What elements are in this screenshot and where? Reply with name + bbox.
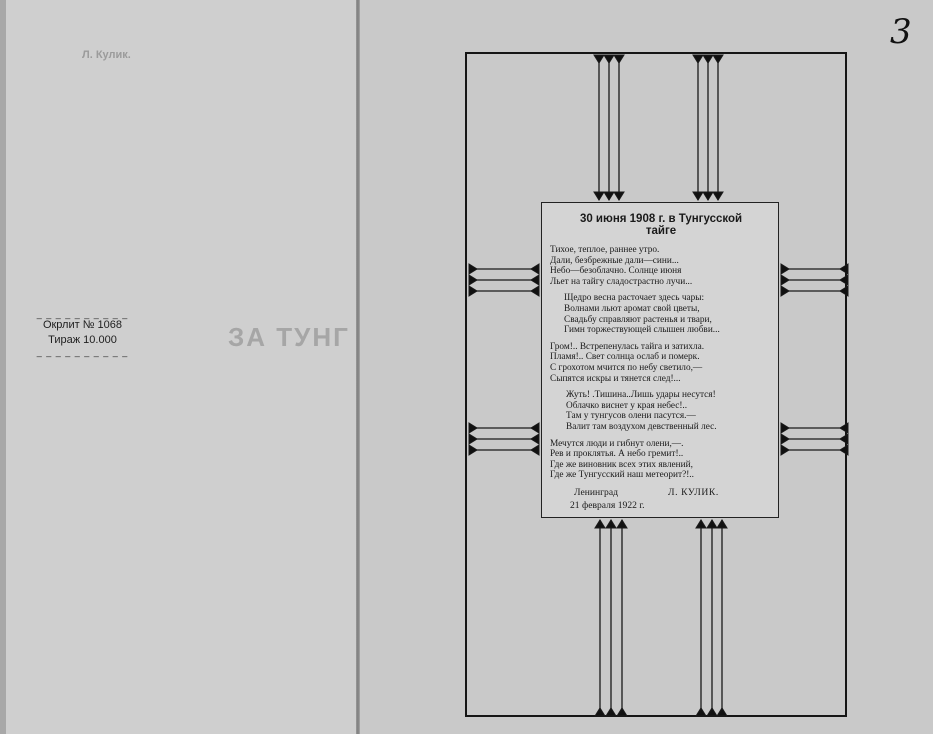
arrowhead-right	[469, 434, 477, 444]
poem-line: Дали, безбрежные дали—сини...	[550, 255, 679, 266]
arrowhead-right	[781, 445, 789, 455]
arrowhead-up	[696, 520, 706, 528]
arrowhead-right	[781, 264, 789, 274]
stanza-4	[550, 390, 772, 432]
poem-line: Щедро весна расточает здесь чары:	[564, 293, 705, 304]
stanza-1	[550, 245, 772, 287]
arrowhead-up	[717, 520, 727, 528]
print-run: Тираж 10.000	[48, 334, 117, 346]
imprint-rule-bottom: _ _ _ _ _ _ _ _ _ _	[36, 347, 129, 357]
arrowhead-left	[840, 423, 848, 433]
poem-line: Тихое, теплое, раннее утро.	[550, 245, 660, 255]
arrowhead-left	[531, 264, 539, 274]
poem-line: Пламя!.. Свет солнца ослаб и померк.	[550, 352, 700, 363]
poem-line: Свадьбу справляют растенья и твари,	[564, 314, 712, 325]
poem-line: Гимн торжествующей слышен любви...	[564, 325, 720, 336]
arrowhead-up-base	[614, 192, 624, 200]
poem-title	[550, 213, 772, 237]
arrowhead-down	[614, 55, 624, 63]
arrowhead-right	[781, 434, 789, 444]
arrowhead-left	[531, 445, 539, 455]
arrowhead-up	[606, 520, 616, 528]
arrowhead-left	[840, 275, 848, 285]
poem-line: Волнами льют аромат свой цветы,	[564, 303, 700, 314]
arrowhead-left	[840, 286, 848, 296]
arrowhead-up-base	[594, 192, 604, 200]
arrowhead-up	[696, 708, 706, 716]
poem-line: Мечутся люди и гибнут олени,—.	[550, 438, 684, 449]
arrowhead-up	[707, 520, 717, 528]
arrowhead-left	[531, 434, 539, 444]
arrowhead-right	[469, 286, 477, 296]
poem-line: Облачко виснет у края небес!..	[566, 400, 688, 411]
arrowhead-left	[840, 264, 848, 274]
okrlit-number: Окрлит № 1068	[42, 319, 123, 331]
poem-box	[541, 202, 779, 518]
poem-line: Где же виновник всех этих явлений,	[550, 459, 693, 470]
arrowhead-up-base	[604, 192, 614, 200]
stanza-2	[550, 293, 772, 335]
arrowhead-left	[531, 286, 539, 296]
arrowhead-down	[693, 55, 703, 63]
arrowhead-up	[595, 708, 605, 716]
arrowhead-up-base	[703, 192, 713, 200]
arrowhead-up	[606, 708, 616, 716]
arrowhead-down	[713, 55, 723, 63]
signature-city: Ленинград	[574, 486, 618, 498]
poem-title-line-1: 30 июня 1908 г. в Тунгусской	[579, 213, 743, 225]
signature-block	[550, 487, 772, 511]
faint-author-bleedthrough: Л. Кулик.	[82, 49, 131, 61]
arrowhead-down	[594, 55, 604, 63]
stanza-5	[550, 439, 772, 481]
arrowhead-up-base	[693, 192, 703, 200]
arrowhead-left	[840, 434, 848, 444]
arrowhead-down	[604, 55, 614, 63]
poem-line: Жуть! .Тишина..Лишь удары несутся!	[566, 390, 716, 401]
poem-line: Где же Тунгусский наш метеорит?!..	[550, 470, 694, 481]
poem-line: Сыпятся искры и тянется след!...	[550, 373, 681, 384]
stanza-3	[550, 342, 772, 384]
arrowhead-right	[469, 423, 477, 433]
arrowhead-up	[617, 520, 627, 528]
arrowhead-right	[781, 286, 789, 296]
handwritten-page-number: 3	[890, 12, 912, 52]
arrowhead-up	[595, 520, 605, 528]
arrowhead-left	[531, 275, 539, 285]
poem-line: Там у тунгусов олени пасутся.—	[566, 411, 696, 422]
poem-line: Валит там воздухом девственный лес.	[566, 421, 717, 432]
poem-line: Гром!.. Встрепенулась тайга и затихла.	[550, 341, 705, 352]
poem-line: С грохотом мчится по небу светило,—	[550, 362, 703, 373]
arrowhead-down	[703, 55, 713, 63]
imprint-rule-top: _ _ _ _ _ _ _ _ _ _	[36, 309, 129, 319]
arrowhead-up	[617, 708, 627, 716]
poem-line: Небо—безоблачно. Солнце июня	[550, 266, 682, 277]
arrowhead-left	[840, 445, 848, 455]
signature-author: Л. КУЛИК.	[668, 486, 719, 498]
signature-date: 21 февраля 1922 г.	[570, 499, 645, 511]
poem-line: Рев и проклятья. А небо гремит!..	[550, 449, 684, 460]
arrowhead-right	[781, 423, 789, 433]
poem-line: Льет на тайгу сладострастно лучи...	[550, 276, 693, 287]
poem-title-line-2: тайге	[645, 225, 677, 237]
faint-heading-bleedthrough: ЗА ТУНГ	[228, 322, 350, 352]
arrowhead-right	[469, 445, 477, 455]
arrowhead-right	[469, 264, 477, 274]
arrowhead-up-base	[713, 192, 723, 200]
arrowhead-right	[469, 275, 477, 285]
arrowhead-up	[717, 708, 727, 716]
arrowhead-up	[707, 708, 717, 716]
arrowhead-right	[781, 275, 789, 285]
arrowhead-left	[531, 423, 539, 433]
